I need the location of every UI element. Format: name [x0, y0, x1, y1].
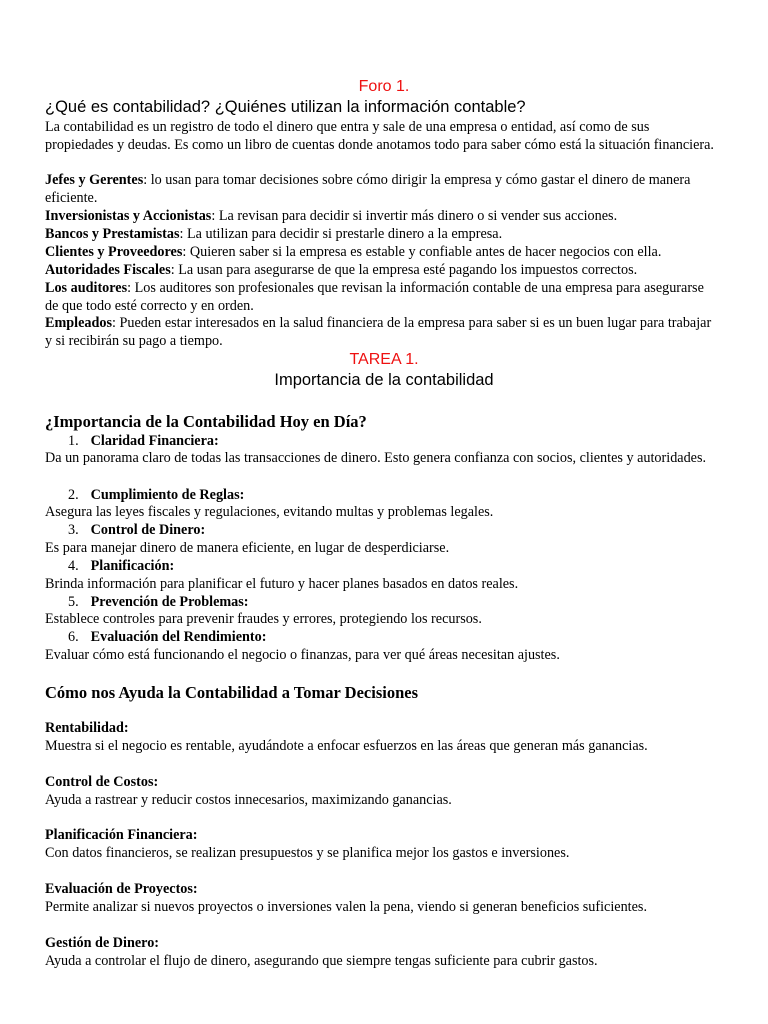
- list-text: Establece controles para prevenir fraudes y errores, protegiendo los recursos.: [45, 611, 482, 627]
- list-number: 1.: [68, 433, 79, 449]
- decision-title-text: Planificación Financiera:: [45, 827, 198, 843]
- list-title: Claridad Financiera:: [90, 433, 219, 449]
- users-text: : La usan para asegurarse de que la empresa esté pagando los impuestos correctos.: [170, 262, 638, 278]
- list-title: Planificación:: [90, 558, 175, 574]
- users-item: [45, 226, 715, 244]
- list-number: 4.: [68, 558, 79, 574]
- users-item: [45, 244, 715, 262]
- list-text: Asegura las leyes fiscales y regulaciones, evitando multas y problemas legales.: [45, 504, 494, 520]
- decisions-heading: Cómo nos Ayuda la Contabilidad a Tomar Decisiones: [45, 683, 419, 702]
- users-text: : La revisan para decidir si invertir más dinero o si vender sus acciones.: [211, 208, 618, 224]
- foro-definition: La contabilidad es un registro de todo el dinero que entra y sale de una empresa o entidad, así como de sus propiedades y deudas. Es como un libro de cuentas donde anotamos todo para saber cómo está la situación financiera.: [45, 119, 714, 153]
- users-text: : Pueden estar interesados en la salud financiera de la empresa para saber si es un buen lugar para trabajar y si recibirán su pago a tiempo.: [45, 315, 712, 349]
- list-text: Da un panorama claro de todas las transacciones de dinero. Esto genera confianza con socios, clientes y autoridades.: [45, 450, 707, 466]
- foro-question: ¿Qué es contabilidad? ¿Quiénes utilizan la información contable?: [45, 98, 526, 116]
- list-item: [68, 558, 174, 575]
- decision-text: Ayuda a controlar el flujo de dinero, asegurando que siempre tengas suficiente para cubrir gastos.: [45, 953, 598, 969]
- tarea-subtitle: Importancia de la contabilidad: [274, 371, 494, 389]
- list-text: Brinda información para planificar el futuro y hacer planes basados en datos reales.: [45, 576, 519, 592]
- list-number: 2.: [68, 487, 79, 503]
- decision-title: [45, 827, 715, 845]
- decision-text: Permite analizar si nuevos proyectos o inversiones valen la pena, viendo si generan beneficios suficientes.: [45, 899, 647, 915]
- decision-title: [45, 720, 715, 738]
- decision-title-text: Rentabilidad:: [45, 720, 129, 736]
- users-term: Jefes y Gerentes: [45, 172, 144, 188]
- list-number: 6.: [68, 629, 79, 645]
- list-item: [68, 522, 205, 539]
- users-term: Bancos y Prestamistas: [45, 226, 180, 242]
- tarea-title: TAREA 1.: [349, 351, 419, 368]
- users-text: : lo usan para tomar decisiones sobre cómo dirigir la empresa y cómo gastar el dinero de manera eficiente.: [45, 172, 691, 206]
- list-title: Evaluación del Rendimiento:: [90, 629, 267, 645]
- list-title: Cumplimiento de Reglas:: [90, 487, 245, 503]
- decision-title-text: Control de Costos:: [45, 774, 159, 790]
- list-number: 3.: [68, 522, 79, 538]
- decision-text: Muestra si el negocio es rentable, ayudándote a enfocar esfuerzos en las áreas que generan más ganancias.: [45, 738, 648, 754]
- list-item: [68, 594, 249, 611]
- list-title: Control de Dinero:: [90, 522, 206, 538]
- decision-title: [45, 774, 715, 792]
- list-text: Evaluar cómo está funcionando el negocio o finanzas, para ver qué áreas necesitan ajustes.: [45, 647, 560, 663]
- list-number: 5.: [68, 594, 79, 610]
- list-item: [68, 629, 266, 646]
- decision-title: [45, 935, 715, 953]
- list-item: [68, 433, 219, 450]
- decision-title-text: Evaluación de Proyectos:: [45, 881, 198, 897]
- decision-title: [45, 881, 715, 899]
- users-item: [45, 315, 715, 351]
- list-text: Es para manejar dinero de manera eficiente, en lugar de desperdiciarse.: [45, 540, 450, 556]
- list-item: [68, 487, 244, 504]
- users-item: [45, 172, 715, 208]
- users-term: Clientes y Proveedores: [45, 244, 183, 260]
- users-term: Inversionistas y Accionistas: [45, 208, 212, 224]
- decision-title-text: Gestión de Dinero:: [45, 935, 160, 951]
- users-text: : La utilizan para decidir si prestarle dinero a la empresa.: [179, 226, 503, 242]
- users-text: : Quieren saber si la empresa es estable y confiable antes de hacer negocios con ella.: [182, 244, 662, 260]
- users-term: Autoridades Fiscales: [45, 262, 171, 278]
- users-text: : Los auditores son profesionales que revisan la información contable de una empresa para asegurarse de que todo esté correcto y en orden.: [45, 280, 704, 314]
- list-title: Prevención de Problemas:: [90, 594, 249, 610]
- decision-text: Ayuda a rastrear y reducir costos innecesarios, maximizando ganancias.: [45, 792, 452, 808]
- foro-title: Foro 1.: [358, 78, 410, 95]
- users-term: Los auditores: [45, 280, 128, 296]
- users-item: [45, 208, 715, 226]
- users-item: [45, 280, 715, 316]
- users-term: Empleados: [45, 315, 113, 331]
- decision-text: Con datos financieros, se realizan presupuestos y se planifica mejor los gastos e inversiones.: [45, 845, 570, 861]
- users-item: [45, 262, 715, 280]
- importance-heading: ¿Importancia de la Contabilidad Hoy en Día?: [45, 412, 367, 431]
